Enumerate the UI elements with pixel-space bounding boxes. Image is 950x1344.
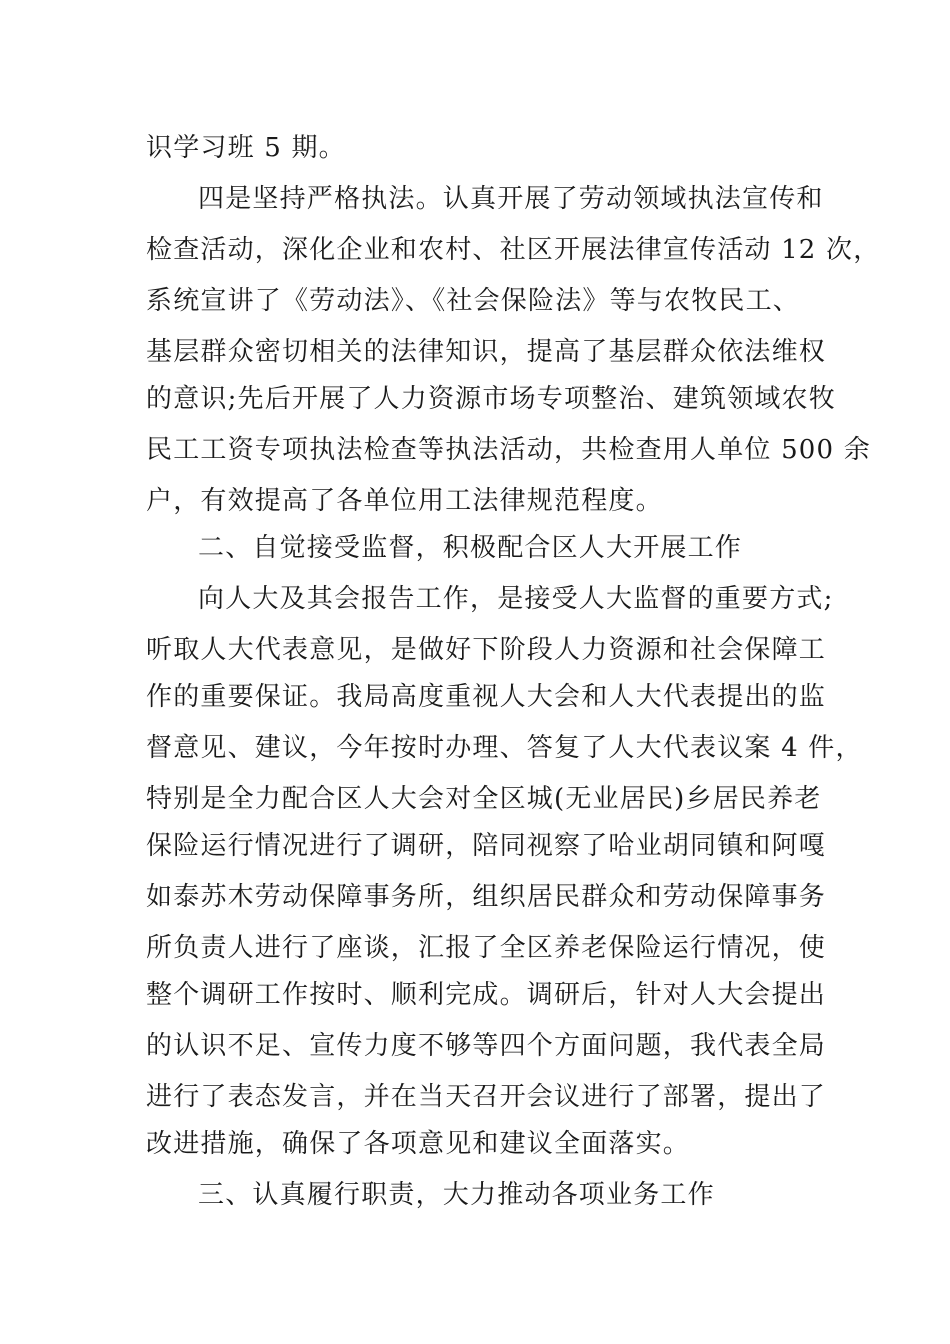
text-line: 民工工资专项执法检查等执法活动，共检查用人单位 500 余 (146, 435, 871, 465)
text-line: 整个调研工作按时、顺利完成。调研后，针对人大会提出 (146, 980, 827, 1010)
text-line: 所负责人进行了座谈，汇报了全区养老保险运行情况，使 (146, 933, 827, 963)
text-line: 听取人大代表意见，是做好下阶段人力资源和社会保障工 (146, 635, 827, 665)
text-line: 进行了表态发言，并在当天召开会议进行了部署，提出了 (146, 1082, 827, 1112)
text-line: 户，有效提高了各单位用工法律规范程度。 (146, 486, 663, 516)
paragraph-start-line: 四是坚持严格执法。认真开展了劳动领域执法宣传和 (198, 184, 824, 214)
text-line: 如泰苏木劳动保障事务所，组织居民群众和劳动保障事务 (146, 882, 827, 912)
section-heading: 三、认真履行职责，大力推动各项业务工作 (198, 1180, 715, 1210)
text-line: 识学习班 5 期。 (146, 133, 346, 163)
text-line: 检查活动，深化企业和农村、社区开展法律宣传活动 12 次， (146, 235, 881, 265)
text-line: 系统宣讲了《劳动法》、《社会保险法》等与农牧民工、 (146, 286, 801, 316)
text-line: 基层群众密切相关的法律知识，提高了基层群众依法维权 (146, 337, 827, 367)
paragraph-start-line: 向人大及其会报告工作，是接受人大监督的重要方式; (198, 584, 834, 614)
section-heading: 二、自觉接受监督，积极配合区人大开展工作 (198, 533, 743, 563)
text-line: 保险运行情况进行了调研，陪同视察了哈业胡同镇和阿嘎 (146, 831, 827, 861)
text-line: 的意识;先后开展了人力资源市场专项整治、建筑领域农牧 (146, 384, 836, 414)
text-line: 作的重要保证。我局高度重视人大会和人大代表提出的监 (146, 682, 827, 712)
text-line: 的认识不足、宣传力度不够等四个方面问题，我代表全局 (146, 1031, 827, 1061)
text-line: 督意见、建议，今年按时办理、答复了人大代表议案 4 件， (146, 733, 863, 763)
text-line: 特别是全力配合区人大会对全区城(无业居民)乡居民养老 (146, 784, 822, 814)
text-line: 改进措施，确保了各项意见和建议全面落实。 (146, 1129, 691, 1159)
